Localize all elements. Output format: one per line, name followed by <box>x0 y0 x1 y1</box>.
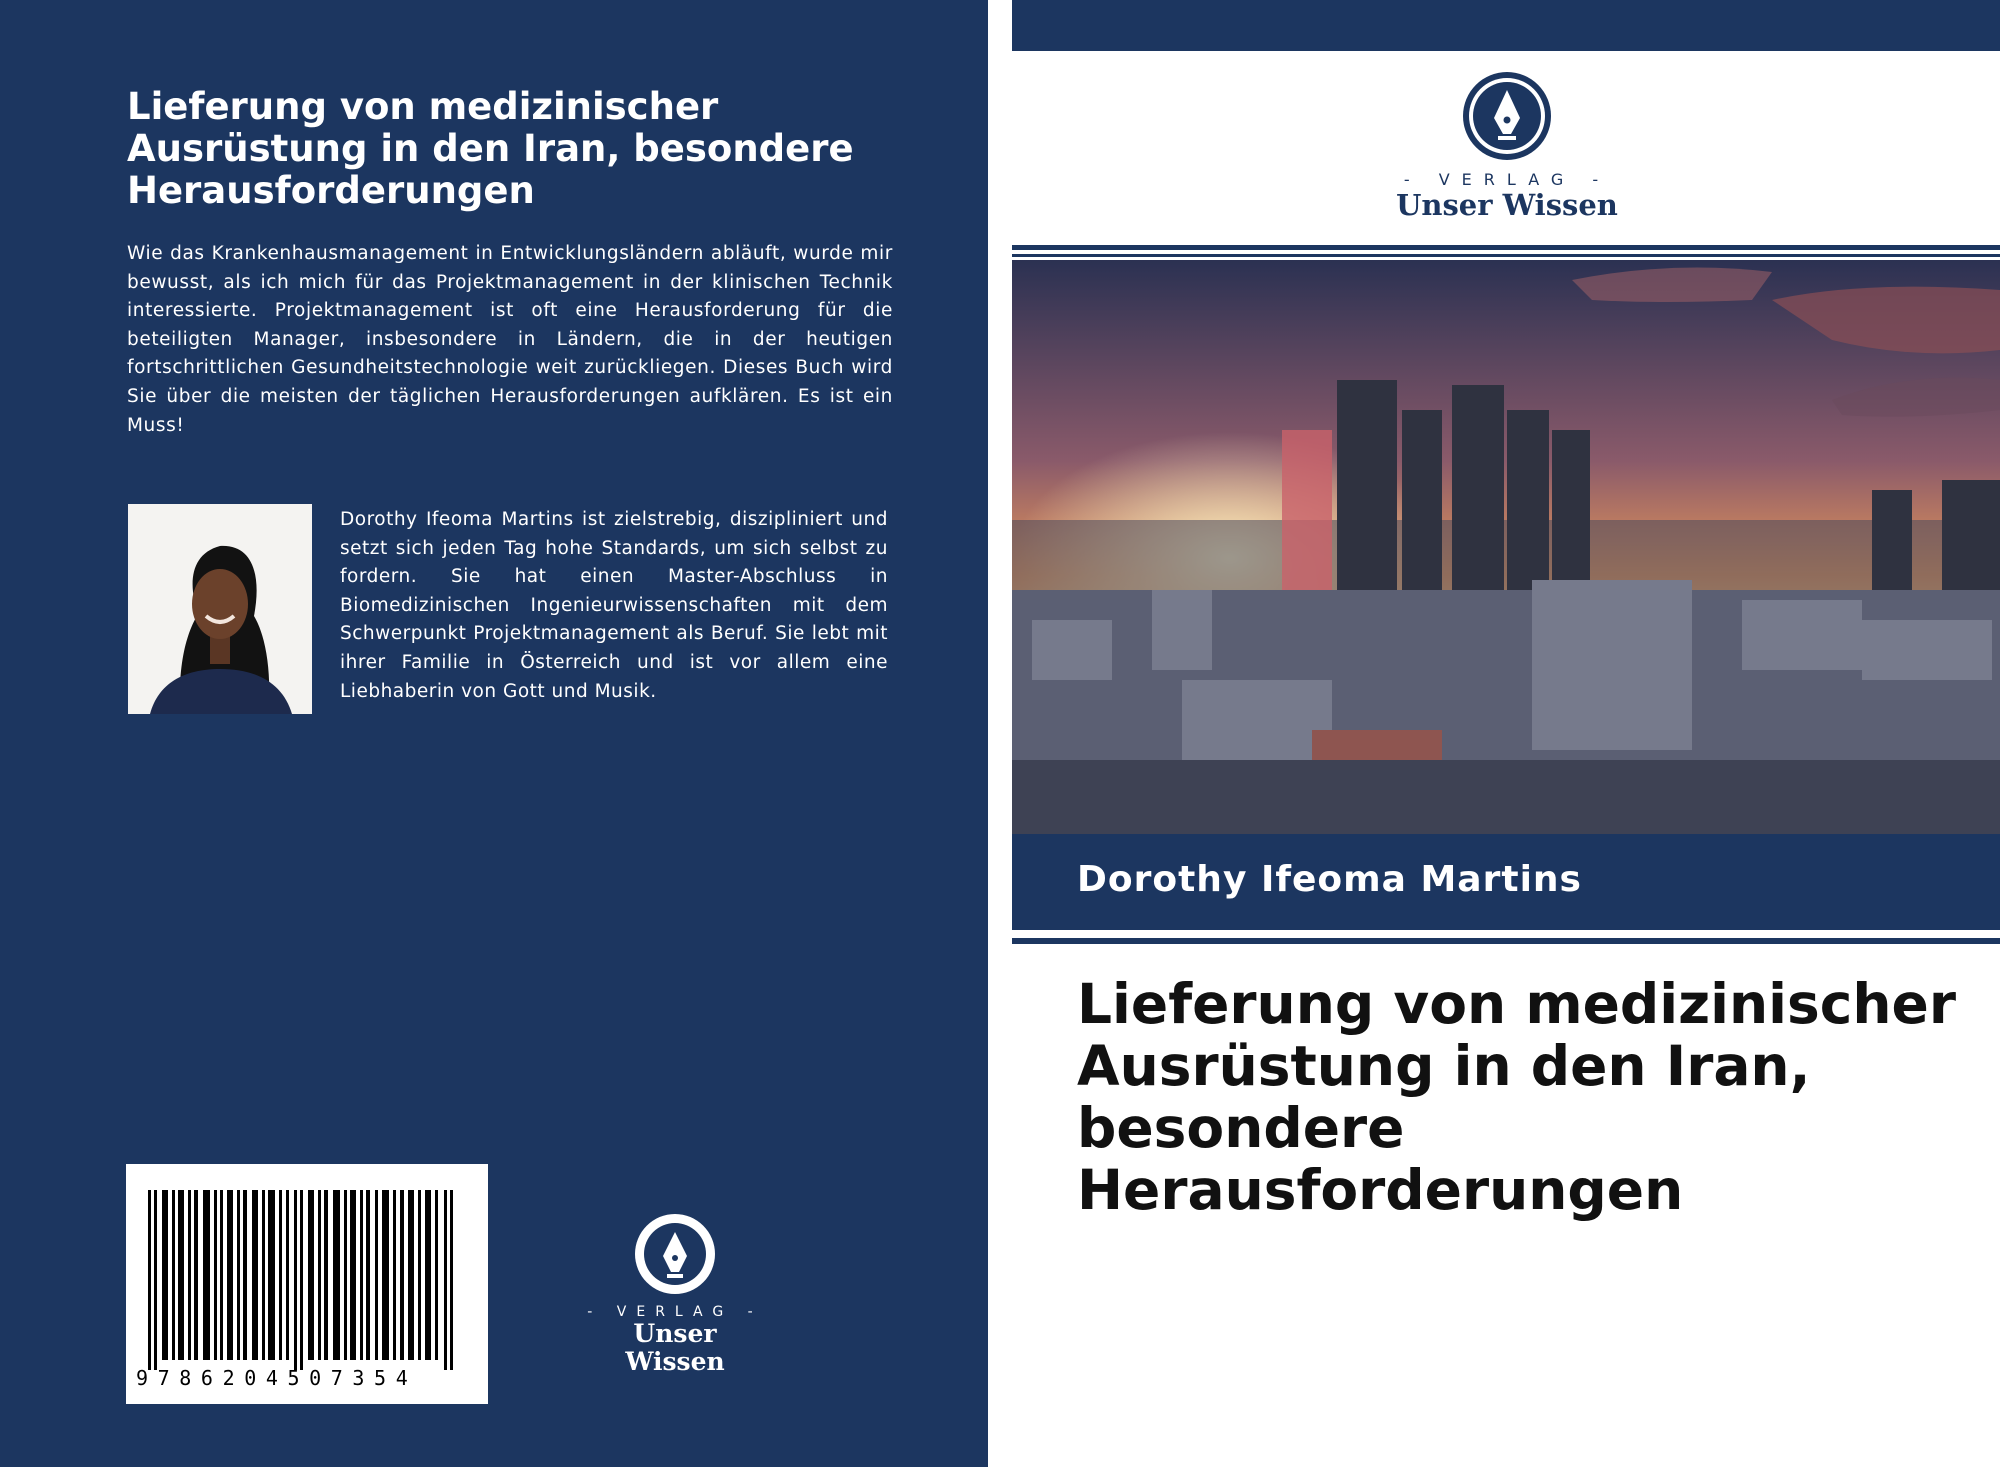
author-portrait-illustration <box>128 504 312 714</box>
pen-nib-logo-icon <box>1461 70 1553 162</box>
city-skyline-illustration <box>1012 260 2000 834</box>
pen-nib-logo-icon <box>633 1212 717 1296</box>
divider-rule <box>1012 938 2000 944</box>
top-bar <box>1012 0 2000 51</box>
publisher-name-front: Unser Wissen <box>1396 188 1618 222</box>
front-cover <box>1012 0 2000 1467</box>
author-name: Dorothy Ifeoma Martins <box>1077 859 1582 900</box>
author-band <box>1012 834 2000 930</box>
barcode-bars <box>148 1190 468 1370</box>
cover-city-skyline-image <box>1012 260 2000 834</box>
isbn-barcode <box>126 1164 488 1404</box>
isbn-digits: 9786204507354 <box>136 1366 418 1390</box>
verlag-label-front: - VERLAG - <box>1403 170 1611 189</box>
divider-rule <box>1012 254 2000 257</box>
author-bio: Dorothy Ifeoma Martins ist zielstrebig, diszipliniert und setzt sich jeden Tag hohe Standards, um sich selbst zu fordern. Sie hat einen Master-Abschluss in Biomedizinischen Ingenieurwissenschaften mit dem Schwerpunkt Projektmanagement als Beruf. Sie lebt mit ihrer Familie in Österreich und ist vor allem eine Liebhaberin von Gott und Musik. <box>340 509 888 702</box>
book-blurb: Wie das Krankenhausmanagement in Entwicklungsländern abläuft, wurde mir bewusst, als ich mich für das Projektmanagement in der klinischen Technik interessierte. Projektmanagement ist oft eine Herausforderung für die beteiligten Manager, insbesondere in Ländern, die in der heutigen fortschrittlichen Gesundheitstechnologie weit zurückliegen. Dieses Buch wird Sie über die meisten der täglichen Herausforderungen aufklären. Es ist ein Muss! <box>127 243 893 436</box>
publisher-name-back: Unser Wissen <box>625 1319 725 1376</box>
back-cover-title: Lieferung von medizinischer Ausrüstung in den Iran, besondere Herausforderungen <box>127 85 854 212</box>
divider-rule <box>1012 245 2000 250</box>
back-cover <box>0 0 988 1467</box>
author-photo <box>128 504 312 714</box>
verlag-label-back: - VERLAG - <box>587 1304 763 1320</box>
publisher-logo-front <box>1382 70 1632 221</box>
front-cover-title: Lieferung von medizinischer Ausrüstung in den Iran, besondere Herausforderungen <box>1077 972 1956 1222</box>
publisher-logo-back <box>585 1212 765 1376</box>
